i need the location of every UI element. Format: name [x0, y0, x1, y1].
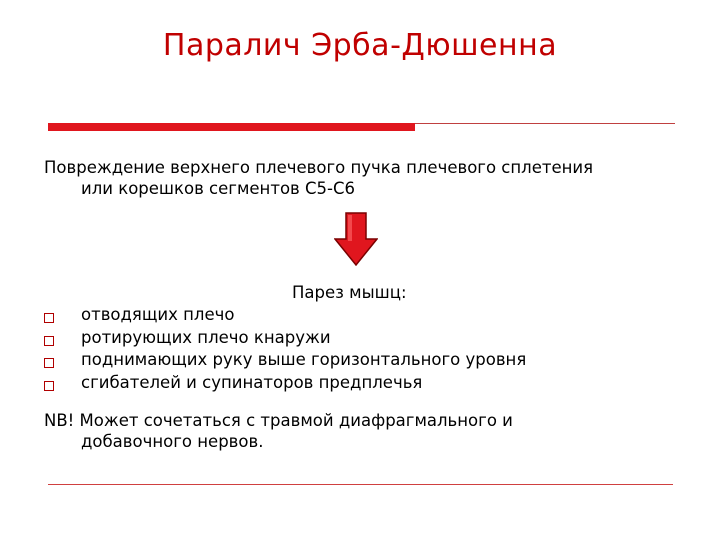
note-paragraph — [44, 410, 684, 452]
list-item-text: ротирующих плечо кнаружи — [81, 327, 331, 347]
subheading: Парез мышц: — [292, 283, 407, 302]
list-item-text: сгибателей и супинаторов предплечья — [81, 372, 423, 392]
square-bullet-icon — [44, 381, 54, 391]
note-line-2: добавочного нервов. — [81, 432, 264, 451]
square-bullet-icon — [44, 358, 54, 368]
list-item-text: поднимающих руку выше горизонтального уровня — [81, 350, 527, 369]
title-underline-accent — [48, 123, 415, 131]
note-line-1: NB! Может сочетаться с травмой диафрагмального и — [44, 411, 513, 430]
square-bullet-icon — [44, 313, 54, 323]
footer-divider — [48, 484, 673, 485]
square-bullet-icon — [44, 336, 54, 346]
list-item-text: отводящих плечо — [81, 305, 235, 324]
intro-line-1: Повреждение верхнего плечевого пучка плечевого сплетения — [44, 158, 594, 177]
down-arrow-icon — [334, 212, 378, 266]
slide-title: Паралич Эрба-Дюшенна — [162, 28, 558, 63]
intro-line-2: или корешков сегментов С5-С6 — [81, 179, 355, 198]
intro-paragraph — [44, 157, 684, 199]
